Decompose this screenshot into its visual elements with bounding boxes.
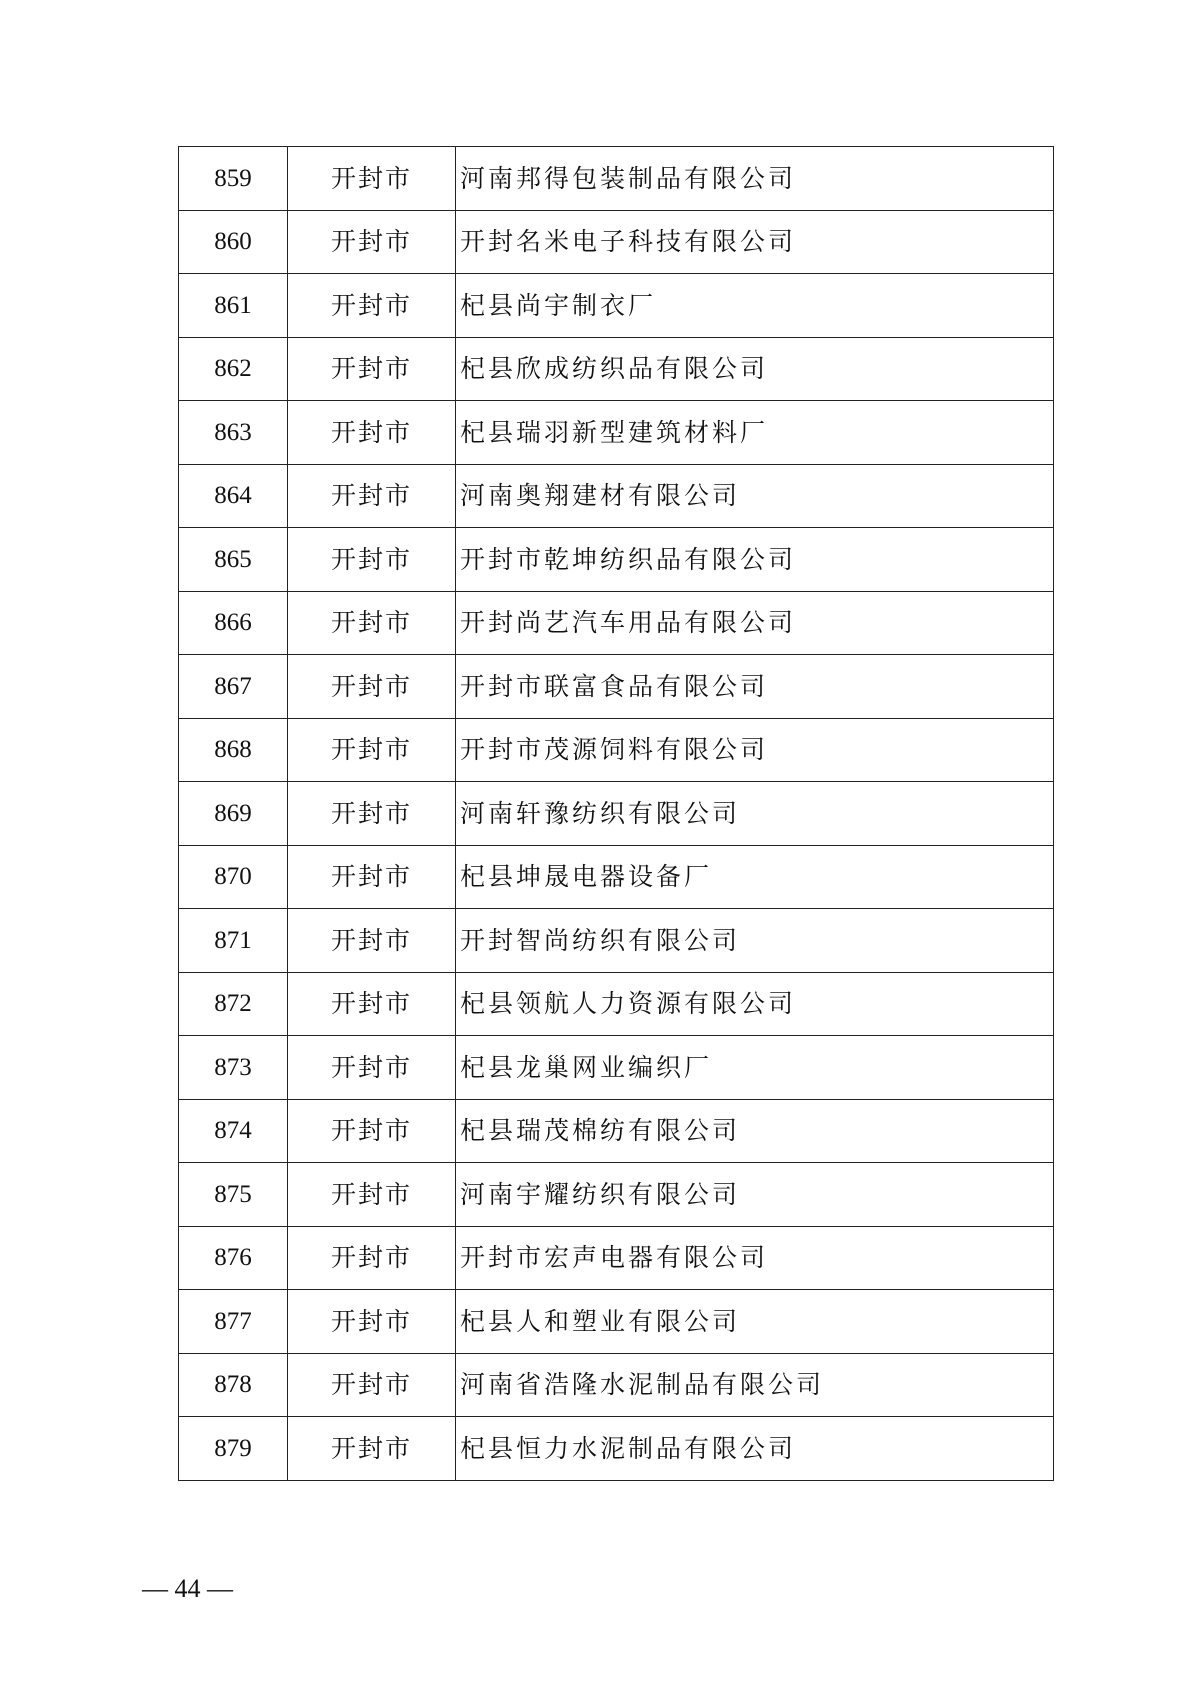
city-cell: 开封市: [288, 1290, 456, 1354]
city-cell: 开封市: [288, 655, 456, 719]
city-cell: 开封市: [288, 210, 456, 274]
table-row: [179, 1036, 1054, 1100]
row-number-cell: 875: [179, 1163, 288, 1227]
table-row: [179, 464, 1054, 528]
company-name-cell: 开封市联富食品有限公司: [456, 655, 1054, 719]
city-cell: 开封市: [288, 972, 456, 1036]
city-cell: 开封市: [288, 909, 456, 973]
row-number-cell: 879: [179, 1417, 288, 1481]
city-cell: 开封市: [288, 591, 456, 655]
city-cell: 开封市: [288, 401, 456, 465]
city-cell: 开封市: [288, 1353, 456, 1417]
table-row: [179, 1290, 1054, 1354]
city-cell: 开封市: [288, 1036, 456, 1100]
row-number-cell: 865: [179, 528, 288, 592]
row-number-cell: 877: [179, 1290, 288, 1354]
city-cell: 开封市: [288, 1099, 456, 1163]
table-row: [179, 1353, 1054, 1417]
company-name-cell: 河南省浩隆水泥制品有限公司: [456, 1353, 1054, 1417]
company-list-table: [178, 146, 1054, 1481]
table-row: [179, 1226, 1054, 1290]
row-number-cell: 871: [179, 909, 288, 973]
row-number-cell: 864: [179, 464, 288, 528]
row-number-cell: 863: [179, 401, 288, 465]
company-name-cell: 河南宇耀纺织有限公司: [456, 1163, 1054, 1227]
company-name-cell: 开封尚艺汽车用品有限公司: [456, 591, 1054, 655]
company-name-cell: 开封智尚纺织有限公司: [456, 909, 1054, 973]
table-row: [179, 845, 1054, 909]
table-row: [179, 401, 1054, 465]
page-number: — 44 —: [142, 1574, 233, 1603]
row-number-cell: 868: [179, 718, 288, 782]
table-row: [179, 972, 1054, 1036]
company-name-cell: 杞县欣成纺织品有限公司: [456, 337, 1054, 401]
table-row: [179, 718, 1054, 782]
table-row: [179, 337, 1054, 401]
company-name-cell: 杞县龙巢网业编织厂: [456, 1036, 1054, 1100]
row-number-cell: 866: [179, 591, 288, 655]
table-row: [179, 909, 1054, 973]
company-name-cell: 杞县人和塑业有限公司: [456, 1290, 1054, 1354]
company-name-cell: 开封市茂源饲料有限公司: [456, 718, 1054, 782]
company-name-cell: 杞县瑞茂棉纺有限公司: [456, 1099, 1054, 1163]
city-cell: 开封市: [288, 274, 456, 338]
city-cell: 开封市: [288, 845, 456, 909]
city-cell: 开封市: [288, 147, 456, 211]
company-name-cell: 河南轩豫纺织有限公司: [456, 782, 1054, 846]
city-cell: 开封市: [288, 1163, 456, 1227]
company-name-cell: 杞县恒力水泥制品有限公司: [456, 1417, 1054, 1481]
row-number-cell: 869: [179, 782, 288, 846]
company-name-cell: 杞县领航人力资源有限公司: [456, 972, 1054, 1036]
row-number-cell: 867: [179, 655, 288, 719]
city-cell: 开封市: [288, 528, 456, 592]
row-number-cell: 874: [179, 1099, 288, 1163]
table-row: [179, 782, 1054, 846]
city-cell: 开封市: [288, 718, 456, 782]
row-number-cell: 876: [179, 1226, 288, 1290]
table-row: [179, 528, 1054, 592]
table-row: [179, 147, 1054, 211]
row-number-cell: 873: [179, 1036, 288, 1100]
row-number-cell: 872: [179, 972, 288, 1036]
table-body: [179, 147, 1054, 1481]
table-row: [179, 210, 1054, 274]
company-name-cell: 杞县坤晟电器设备厂: [456, 845, 1054, 909]
row-number-cell: 861: [179, 274, 288, 338]
table-row: [179, 655, 1054, 719]
table-row: [179, 1163, 1054, 1227]
row-number-cell: 859: [179, 147, 288, 211]
company-name-cell: 杞县尚宇制衣厂: [456, 274, 1054, 338]
row-number-cell: 860: [179, 210, 288, 274]
company-name-cell: 开封市宏声电器有限公司: [456, 1226, 1054, 1290]
company-name-cell: 开封名米电子科技有限公司: [456, 210, 1054, 274]
table-row: [179, 274, 1054, 338]
row-number-cell: 878: [179, 1353, 288, 1417]
company-name-cell: 河南邦得包装制品有限公司: [456, 147, 1054, 211]
table-row: [179, 1417, 1054, 1481]
city-cell: 开封市: [288, 1226, 456, 1290]
city-cell: 开封市: [288, 464, 456, 528]
row-number-cell: 870: [179, 845, 288, 909]
row-number-cell: 862: [179, 337, 288, 401]
table-row: [179, 1099, 1054, 1163]
company-name-cell: 开封市乾坤纺织品有限公司: [456, 528, 1054, 592]
table-row: [179, 591, 1054, 655]
company-name-cell: 杞县瑞羽新型建筑材料厂: [456, 401, 1054, 465]
company-name-cell: 河南奥翔建材有限公司: [456, 464, 1054, 528]
city-cell: 开封市: [288, 337, 456, 401]
city-cell: 开封市: [288, 782, 456, 846]
city-cell: 开封市: [288, 1417, 456, 1481]
